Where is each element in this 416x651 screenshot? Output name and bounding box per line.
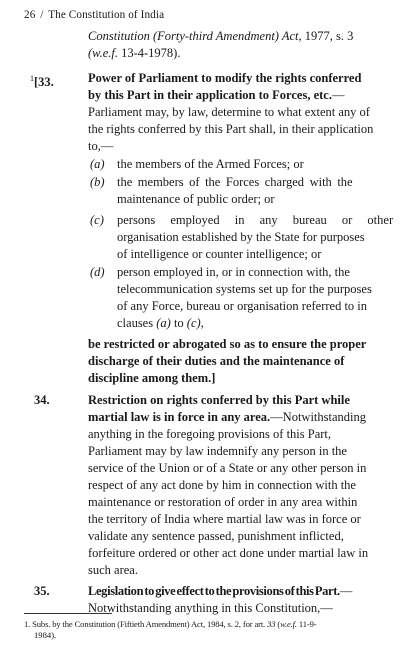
section-34-body-line-2: Parliament may by law indemnify any person in the xyxy=(88,444,347,458)
section-34-body-line-5: maintenance or restoration of order in any area within xyxy=(88,495,358,509)
page-number: 26 xyxy=(24,9,36,21)
section-34-heading-line-2 xyxy=(88,409,366,426)
clause-d-label: (d) xyxy=(90,265,105,279)
clause-a-line-1: the members of the Armed Forces; or xyxy=(117,157,304,171)
clause-d-line-1: person employed in, or in connection with, the xyxy=(117,265,350,279)
section-33-closing-line-3: discipline among them.] xyxy=(88,371,216,385)
section-33-body-line-1: Parliament may, by law, determine to what extent any of xyxy=(88,105,370,119)
clause-b-label: (b) xyxy=(90,175,105,189)
section-35-heading-dash: — xyxy=(339,584,352,598)
footnote-wef: w.e.f. xyxy=(280,619,297,629)
clause-b-line-1: the members of the Forces charged with the xyxy=(117,175,353,189)
section-34-body-line-6: the territory of India where martial law was in force or xyxy=(88,512,361,526)
carryover-line-1 xyxy=(88,28,353,45)
section-34-heading-line-1: Restriction on rights conferred by this Part while xyxy=(88,393,350,407)
section-34-body-line-4: respect of any act done by him in connection with the xyxy=(88,478,356,492)
clause-d-comma: , xyxy=(200,316,204,330)
section-34-heading-continuation: —Notwithstanding xyxy=(270,410,367,424)
section-34-body-line-1: anything in the foregoing provisions of this Part, xyxy=(88,427,332,441)
section-33-number xyxy=(30,70,54,91)
footnote-date: 11-9- xyxy=(296,619,317,629)
running-head-separator: / xyxy=(40,9,44,21)
carryover-act-name: Constitution (Forty-third Amendment) Act, xyxy=(88,29,302,43)
footnote-marker: 1 xyxy=(30,74,34,83)
section-34-body-line-8: forfeiture ordered or other act done under martial law in xyxy=(88,546,369,560)
clause-ref-a: (a) xyxy=(156,316,171,330)
section-33-heading-line-2 xyxy=(88,87,344,104)
clause-d-line-3: of any Force, bureau or organisation referred to in xyxy=(117,299,368,313)
clause-d-to: to xyxy=(170,316,187,330)
section-34-body-line-7: validate any sentence passed, punishment inflicted, xyxy=(88,529,344,543)
section-33-body-line-3: to,— xyxy=(88,139,114,153)
clause-c-label: (c) xyxy=(90,213,104,227)
clause-a-label: (a) xyxy=(90,157,105,171)
section-34-heading-text: martial law is in force in any area. xyxy=(88,410,271,424)
section-33-closing-line-2: discharge of their duties and the maintenance of xyxy=(88,354,345,368)
clause-b-line-2: maintenance of public order; or xyxy=(117,192,275,206)
carryover-section: 1977, s. 3 xyxy=(301,29,354,43)
clause-c-line-1: persons employed in any bureau or other xyxy=(117,213,394,227)
footnote-line-2: 1984). xyxy=(34,630,57,640)
clause-ref-c: (c) xyxy=(186,316,201,330)
section-35-heading-line xyxy=(88,583,352,600)
section-33-heading-dash: — xyxy=(331,88,345,102)
clause-c-line-2: organisation established by the State for purposes xyxy=(117,230,365,244)
section-34-body-line-3: service of the Union or of a State or any other person in xyxy=(88,461,367,475)
carryover-line-2 xyxy=(88,45,180,62)
section-33-heading-line-1: Power of Parliament to modify the rights conferred xyxy=(88,71,362,85)
section-35-body-line-1: Notwithstanding anything in this Constitution,— xyxy=(88,601,333,615)
footnote-line-1 xyxy=(24,619,316,630)
section-34-body-line-9: such area. xyxy=(88,563,138,577)
section-34-number: 34. xyxy=(34,393,50,407)
carryover-wef: (w.e.f. xyxy=(88,46,118,60)
clause-d-line-2: telecommunication systems set up for the purposes xyxy=(117,282,372,296)
clause-d-line-4 xyxy=(117,315,204,332)
running-head-title: The Constitution of India xyxy=(48,9,165,21)
clause-d-text: clauses xyxy=(117,316,157,330)
section-33-body-line-2: the rights conferred by this Part shall, in their application xyxy=(88,122,374,136)
footnote-text: 1. Subs. by the Constitution (Fiftieth Amendment) Act, 1984, s. 2, for art. xyxy=(24,619,268,629)
clause-c-line-3: of intelligence or counter intelligence; or xyxy=(117,247,322,261)
section-35-number: 35. xyxy=(34,584,50,598)
section-33-label: [33. xyxy=(34,75,54,89)
section-33-heading-text: by this Part in their application to Forces, etc. xyxy=(88,88,332,102)
section-35-heading-text: Legislation to give effect to the provisions of this Part. xyxy=(88,584,340,598)
section-33-closing-line-1: be restricted or abrogated so as to ensure the proper xyxy=(88,337,367,351)
running-head xyxy=(24,9,164,21)
footnote-rule xyxy=(24,613,112,614)
footnote-article: 33 xyxy=(267,619,276,629)
carryover-date: 13-4-1978). xyxy=(117,46,181,60)
footnote-paren: ( xyxy=(275,619,281,629)
